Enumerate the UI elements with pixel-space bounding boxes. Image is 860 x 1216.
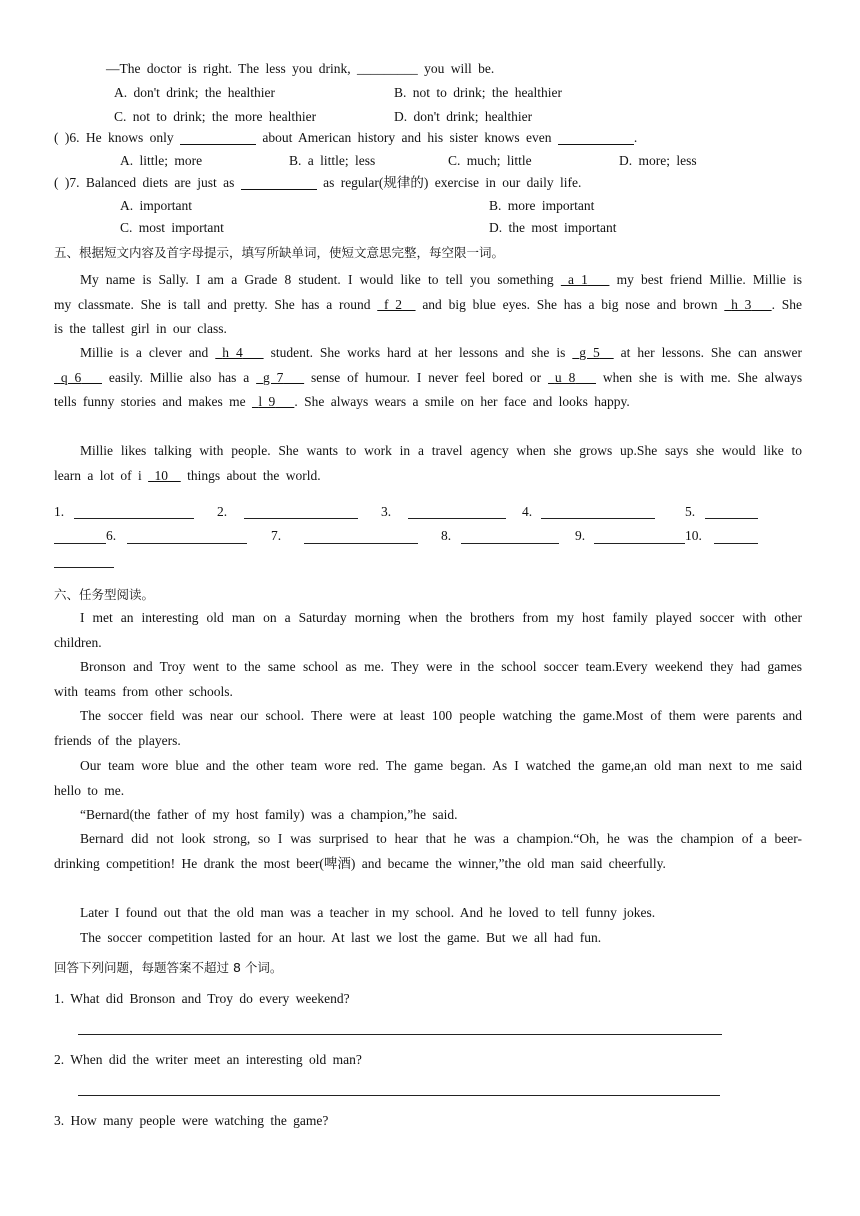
answer-line-q1[interactable]	[78, 1034, 722, 1035]
q7-option-d: D. the most important	[489, 220, 617, 235]
q6-stem: ( )6. He knows only about American history and his sister knows even .	[54, 130, 638, 145]
section5-paragraph-2: Millie is a clever and h 4 student. She works hard at her lessons and she is g 5 at her lessons. She can answer q 6 easily. Millie also has a g 7 sense of humour. I never feel bored or u 8 when she is with me. She always tells funny stories and makes me l 9 . She always wears a smile on her face and looks happy.	[54, 345, 803, 409]
answer-line-3[interactable]	[408, 518, 506, 519]
section6-paragraph-6: Bernard did not look strong, so I was surprised to hear that he was a champion.“Oh, he was the champion of a beer-drinking competition! He drank the most beer(啤酒) and became the winner,”the old man said cheerfully.	[54, 831, 802, 871]
answer-label-8: 8.	[441, 528, 452, 543]
answer-label-6: 6.	[106, 528, 117, 543]
blank-2[interactable]: f 2	[384, 296, 403, 312]
q7-stem: ( )7. Balanced diets are just as as regular(规律的) exercise in our daily life.	[54, 175, 582, 190]
blank-5[interactable]: g 5	[579, 345, 600, 360]
section5-paragraph-1: My name is Sally. I am a Grade 8 student. I would like to tell you something a 1 my best friend Millie. Millie is my classmate. She is tall and pretty. She has a round f 2 and big blue eyes. She has a big nose and brown h 3 . She is the tallest girl in our class.	[54, 272, 803, 336]
section6-paragraph-7: Later I found out that the old man was a teacher in my school. And he loved to tell funny jokes.	[80, 905, 656, 920]
section6-paragraph-2: Bronson and Troy went to the same school as me. They were in the school soccer team.Every weekend they had games with teams from other schools.	[54, 659, 802, 699]
section6-heading: 六、任务型阅读。	[54, 587, 155, 602]
section6-paragraph-1: I met an interesting old man on a Saturday morning when the brothers from my host family played soccer with other children.	[54, 610, 802, 650]
blank-7[interactable]: g 7	[263, 369, 284, 385]
q5-option-d: D. don't drink; healthier	[394, 109, 533, 124]
q5-stem: —The doctor is right. The less you drink, _________ you will be.	[106, 61, 495, 76]
q7-blank[interactable]	[241, 175, 317, 190]
q7-option-c: C. most important	[120, 220, 224, 235]
answer-line-10-cont[interactable]	[54, 567, 114, 568]
section6-paragraph-5: “Bernard(the father of my host family) was a champion,”he said.	[80, 807, 458, 822]
question-1: 1. What did Bronson and Troy do every weekend?	[54, 991, 350, 1006]
section6-paragraph-8: The soccer competition lasted for an hour. At last we lost the game. But we all had fun.	[80, 930, 602, 945]
q7-option-b: B. more important	[489, 198, 595, 213]
answer-line-6[interactable]	[127, 543, 247, 544]
answer-label-9: 9.	[575, 528, 586, 543]
q6-option-b: B. a little; less	[289, 153, 376, 168]
q6-blank-1[interactable]	[180, 130, 256, 145]
blank-3[interactable]: h 3	[731, 296, 752, 312]
question-2: 2. When did the writer meet an interesting old man?	[54, 1052, 362, 1067]
blank-6[interactable]: q 6	[60, 369, 82, 385]
answer-line-1[interactable]	[74, 518, 194, 519]
q6-blank-2[interactable]	[558, 130, 634, 145]
section5-heading: 五、根据短文内容及首字母提示，填写所缺单词，使短文意思完整，每空限一词。	[54, 245, 505, 260]
answer-line-9[interactable]	[594, 543, 685, 544]
blank-4[interactable]: h 4	[222, 345, 243, 360]
q7-paren: ( )7.	[54, 175, 80, 190]
answer-label-5: 5.	[685, 504, 696, 519]
answer-line-2[interactable]	[244, 518, 358, 519]
section6-instruction: 回答下列问题，每题答案不超过 8 个词。	[54, 960, 283, 975]
answer-line-10[interactable]	[714, 543, 758, 544]
answer-label-4: 4.	[522, 504, 533, 519]
blank-1[interactable]: a 1	[568, 272, 588, 287]
answer-line-8[interactable]	[461, 543, 559, 544]
q6-option-d: D. more; less	[619, 153, 697, 168]
answer-line-5-cont[interactable]	[54, 543, 106, 544]
section5-paragraph-3: Millie likes talking with people. She wants to work in a travel agency when she grows up.She says she would like to learn a lot of i 10 things about the world.	[54, 443, 802, 483]
answer-line-q2[interactable]	[78, 1095, 720, 1096]
answer-line-7[interactable]	[304, 543, 418, 544]
blank-9[interactable]: l 9	[258, 394, 276, 409]
q5-option-b: B. not to drink; the healthier	[394, 85, 562, 100]
q6-option-a: A. little; more	[120, 153, 203, 168]
q7-option-a: A. important	[120, 198, 192, 213]
blank-8[interactable]: u 8	[554, 369, 576, 385]
section6-paragraph-4: Our team wore blue and the other team wore red. The game began. As I watched the game,an old man next to me said hello to me.	[54, 758, 802, 798]
answer-line-4[interactable]	[541, 518, 655, 519]
answer-label-3: 3.	[381, 504, 392, 519]
q6-paren: ( )6.	[54, 130, 80, 145]
q6-option-c: C. much; little	[448, 153, 532, 168]
answer-line-5[interactable]	[705, 518, 758, 519]
answer-label-7: 7.	[271, 528, 282, 543]
question-3: 3. How many people were watching the game?	[54, 1113, 329, 1128]
q5-option-c: C. not to drink; the more healthier	[114, 109, 317, 124]
answer-label-1: 1.	[54, 504, 65, 519]
answer-label-10: 10.	[685, 528, 702, 543]
section6-paragraph-3: The soccer field was near our school. There were at least 100 people watching the game.Most of them were parents and friends of the players.	[54, 708, 802, 748]
q5-option-a: A. don't drink; the healthier	[114, 85, 276, 100]
blank-10[interactable]: 10	[154, 467, 168, 483]
answer-label-2: 2.	[217, 504, 228, 519]
